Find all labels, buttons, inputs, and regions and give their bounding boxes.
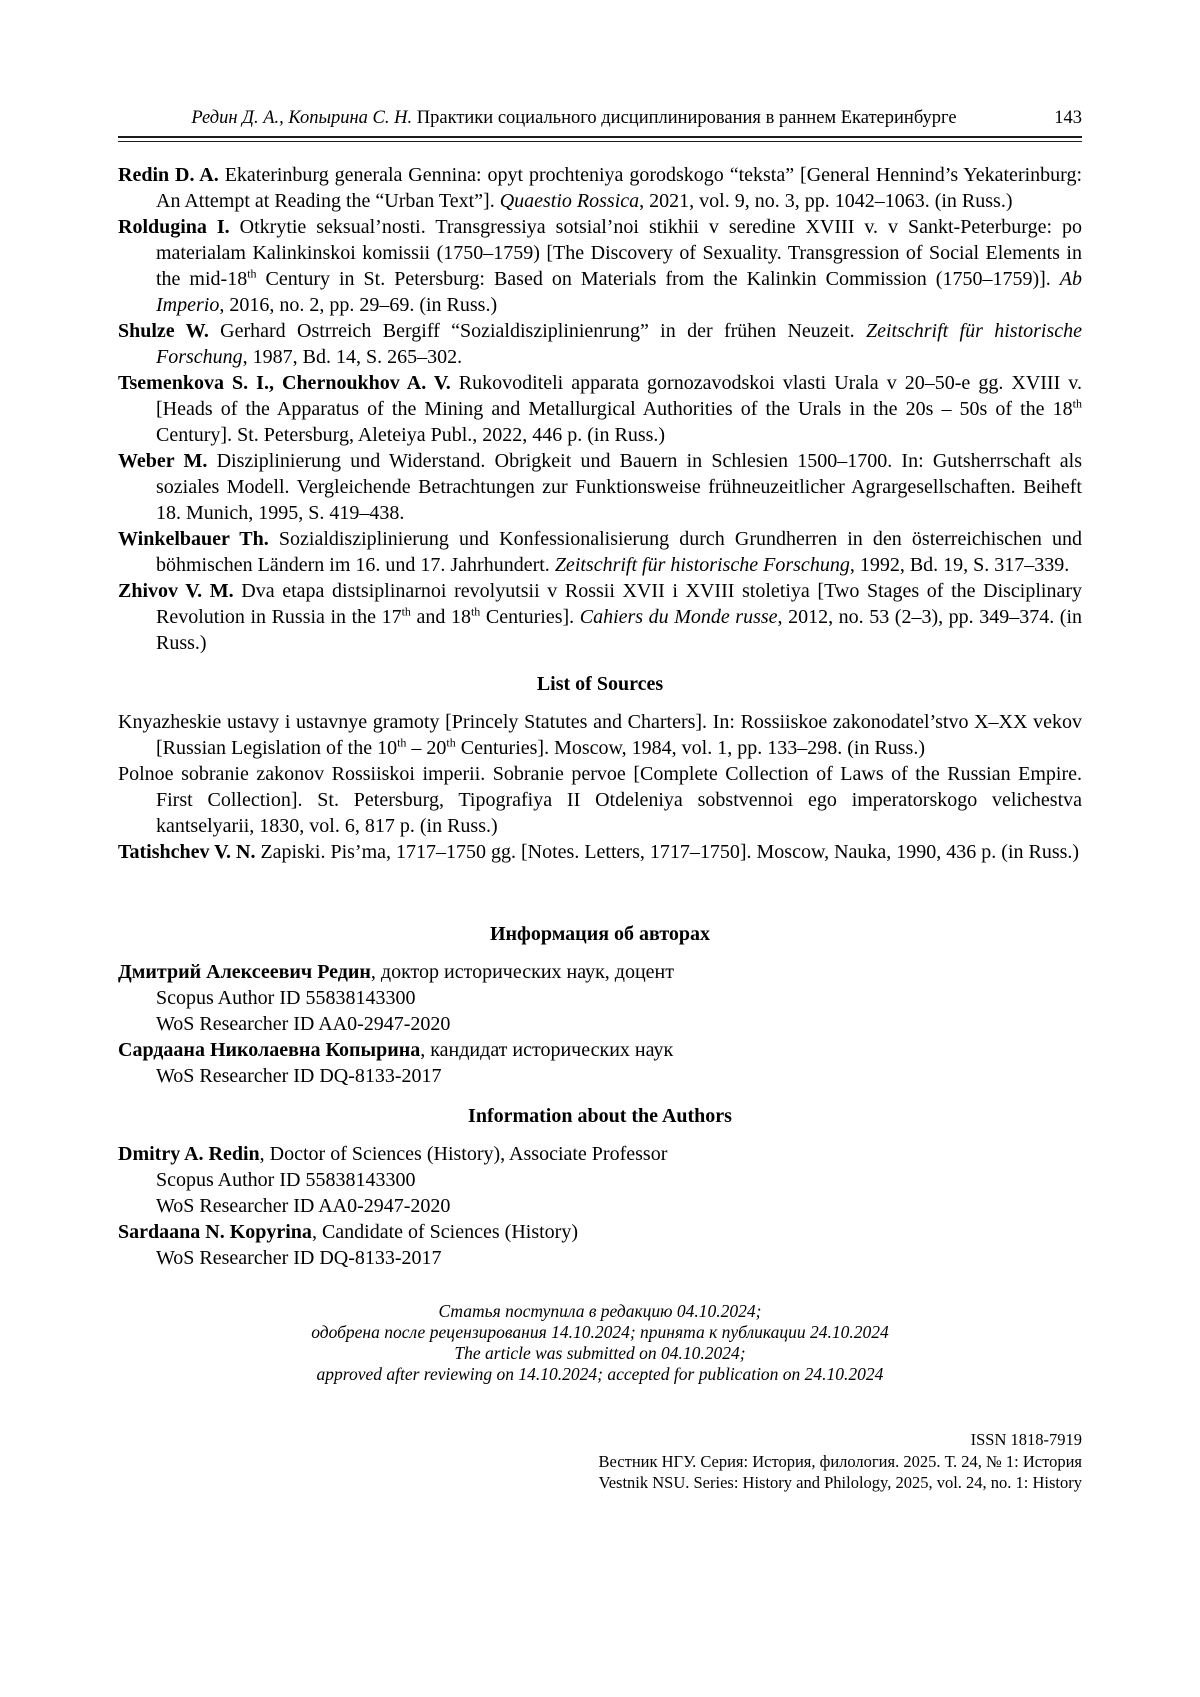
text-line: одобрена после рецензирования 14.10.2024; принята к публикации 24.10.2024 — [311, 1322, 889, 1342]
authors-info-ru-section — [118, 959, 1082, 1089]
text-segment: Shulze W. — [118, 320, 209, 342]
author-name-line — [118, 1219, 1082, 1245]
text-segment: Dva etapa distsiplinarnoi revolyutsii v Rossii XVII i XVIII stoletiya [Two Stages of the Disciplinary Revolution in Russia in the 17 — [156, 580, 1083, 628]
text-segment: Roldugina I. — [118, 216, 230, 238]
superscript: th — [397, 735, 407, 750]
text-segment: Zhivov V. M. — [118, 580, 234, 602]
author-name-line — [118, 1141, 1082, 1167]
text-segment: Сардаана Николаевна Копырина — [118, 1039, 421, 1061]
authors-info-en-heading: Information about the Authors — [468, 1105, 732, 1127]
text-segment: Dmitry A. Redin — [118, 1143, 260, 1165]
author-name-line — [118, 1037, 1082, 1063]
text-segment: , Doctor of Sciences (History), Associate Professor — [259, 1143, 668, 1165]
text-segment: , 1987, Bd. 14, S. 265–302. — [242, 346, 463, 368]
text-segment: Sardaana N. Kopyrina — [118, 1221, 312, 1243]
references-section — [118, 162, 1082, 656]
text-segment: Zeitschrift für historische Forschung — [554, 554, 850, 576]
text-line: The article was submitted on 04.10.2024; — [454, 1343, 746, 1363]
text-segment: Winkelbauer Th. — [118, 528, 269, 550]
text-segment: , 2016, no. 2, pp. 29–69. (in Russ.) — [219, 294, 498, 316]
author-id-line: WoS Researcher ID DQ-8133-2017 — [156, 1065, 442, 1087]
text-segment: , 1992, Bd. 19, S. 317–339. — [849, 554, 1070, 576]
reference-entry — [118, 318, 1082, 370]
text-segment: Tatishchev V. N. — [118, 841, 256, 863]
text-line: Vestnik NSU. Series: History and Philology, 2025, vol. 24, no. 1: History — [598, 1473, 1082, 1492]
text-segment: – 20 — [406, 737, 447, 759]
journal-imprint — [118, 1429, 1082, 1494]
author-id-line: Scopus Author ID 55838143300 — [156, 1169, 416, 1191]
reference-entry — [118, 709, 1082, 761]
author-name-line — [118, 959, 1082, 985]
reference-entry — [118, 370, 1082, 448]
text-segment: Weber M. — [118, 450, 208, 472]
text-segment: Otkrytie seksual’nosti. Transgressiya sotsial’noi stikhii v seredine XVIII v. v Sankt-Peterburge: po materialam Kalinkinskoi komissii (1750–1759) [The Discovery of Sexuality. Transgression of Social Elements in the mid-18 — [156, 216, 1082, 290]
reference-entry — [118, 526, 1082, 578]
text-segment: Century in St. Petersburg: Based on Materials from the Kalinkin Commission (1750–1759)]. — [256, 268, 1060, 290]
text-line: ISSN 1818-7919 — [970, 1430, 1082, 1449]
text-segment: Knyazheskie ustavy i ustavnye gramoty [Princely Statutes and Charters]. In: Rossiiskoe zakonodatel’stvo X–XX vekov [Russian Legislation of the 10 — [118, 711, 1082, 759]
text-segment: Polnoe sobranie zakonov Rossiiskoi imperii. Sobranie pervoe [Complete Collection of Laws of the Russian Empire. First Collection]. St. Petersburg, Tipografiya II Otdeleniya sobstvennoi ego imperatorskogo velichestva kantselyarii, 1830, vol. 6, 817 p. (in Russ.) — [118, 763, 1082, 837]
text-segment: Century]. St. Petersburg, Aleteiya Publ., 2022, 446 p. (in Russ.) — [156, 424, 666, 446]
running-head-authors: Редин Д. А., Копырина С. Н. — [191, 108, 413, 128]
page-number: 143 — [1054, 108, 1082, 128]
text-segment: Centuries]. — [480, 606, 580, 628]
running-head-title: Практики социального дисциплинирования в раннем Екатеринбурге — [416, 108, 957, 128]
reference-entry — [118, 761, 1082, 839]
text-segment: Ekaterinburg generala Gennina: opyt prochteniya gorodskogo “teksta” [General Hennind’s Yekaterinburg: An Attempt at Reading the “Urban Text”]. — [156, 164, 1083, 212]
running-head — [118, 106, 1082, 130]
submission-dates — [118, 1301, 1082, 1385]
author-id-line: WoS Researcher ID AA0-2947-2020 — [156, 1195, 451, 1217]
list-of-sources-heading: List of Sources — [536, 673, 664, 695]
text-segment: Disziplinierung und Widerstand. Obrigkeit und Bauern in Schlesien 1500–1700. In: Gutsherrschaft als soziales Modell. Vergleichende Betrachtungen zur Funktionsweise frühneuzeitlicher Agrargesellschaften. Beiheft 18. Munich, 1995, S. 419–438. — [156, 450, 1082, 524]
text-segment: Redin D. A. — [118, 164, 219, 186]
author-id-line: WoS Researcher ID AA0-2947-2020 — [156, 1013, 451, 1035]
text-segment: Cahiers du Monde russe — [579, 606, 778, 628]
text-segment: Дмитрий Алексеевич Редин — [118, 961, 371, 983]
text-segment: , 2021, vol. 9, no. 3, pp. 1042–1063. (in Russ.) — [639, 190, 1013, 212]
authors-info-ru-heading: Информация об авторах — [489, 923, 711, 945]
superscript: th — [401, 604, 411, 619]
text-segment: and 18 — [410, 606, 471, 628]
author-id-line: Scopus Author ID 55838143300 — [156, 987, 416, 1009]
reference-entry — [118, 162, 1082, 214]
reference-entry — [118, 214, 1082, 318]
text-segment: Centuries]. Moscow, 1984, vol. 1, pp. 133–298. (in Russ.) — [455, 737, 926, 759]
text-segment: Sozialdisziplinierung und Konfessionalisierung durch Grundherren in den österreichischen und böhmischen Ländern im 16. und 17. Jahrhundert. — [156, 528, 1082, 576]
superscript: th — [446, 735, 456, 750]
superscript: th — [470, 604, 481, 619]
text-segment: , Candidate of Sciences (History) — [311, 1221, 578, 1243]
text-segment: Zeitschrift für historische Forschung — [156, 320, 1083, 368]
text-segment: Tsemenkova S. I., Chernoukhov A. V. — [118, 372, 451, 394]
text-segment: Quaestio Rossica — [499, 190, 640, 212]
superscript: th — [1072, 396, 1082, 411]
header-rule — [118, 136, 1082, 142]
superscript: th — [247, 266, 257, 281]
text-segment: Gerhard Ostrreich Bergiff “Sozialdisziplinienrung” in der frühen Neuzeit. — [208, 320, 866, 342]
list-of-sources-section — [118, 709, 1082, 865]
reference-entry — [118, 578, 1082, 656]
text-segment: , доктор исторических наук, доцент — [370, 961, 674, 983]
reference-entry — [118, 839, 1082, 865]
text-line: Статья поступила в редакцию 04.10.2024; — [438, 1301, 762, 1321]
text-segment: Rukovoditeli apparata gornozavodskoi vlasti Urala v 20–50-e gg. XVIII v. [Heads of the Apparatus of the Mining and Metallurgical Authorities of the Urals in the 20s – 50s of the 18 — [156, 372, 1082, 420]
text-segment: Zapiski. Pis’ma, 1717–1750 gg. [Notes. Letters, 1717–1750]. Moscow, Nauka, 1990, 436 p. (in Russ.) — [255, 841, 1080, 863]
text-segment: Ab Imperio — [156, 268, 1082, 316]
text-line: Вестник НГУ. Серия: История, филология. 2025. Т. 24, № 1: История — [598, 1451, 1082, 1471]
text-segment: , 2012, no. 53 (2–3), pp. 349–374. (in Russ.) — [156, 606, 1083, 654]
authors-info-en-section — [118, 1141, 1082, 1271]
text-segment: , кандидат исторических наук — [420, 1039, 674, 1061]
reference-entry — [118, 448, 1082, 526]
author-id-line: WoS Researcher ID DQ-8133-2017 — [156, 1247, 442, 1269]
text-line: approved after reviewing on 14.10.2024; accepted for publication on 24.10.2024 — [316, 1364, 884, 1384]
